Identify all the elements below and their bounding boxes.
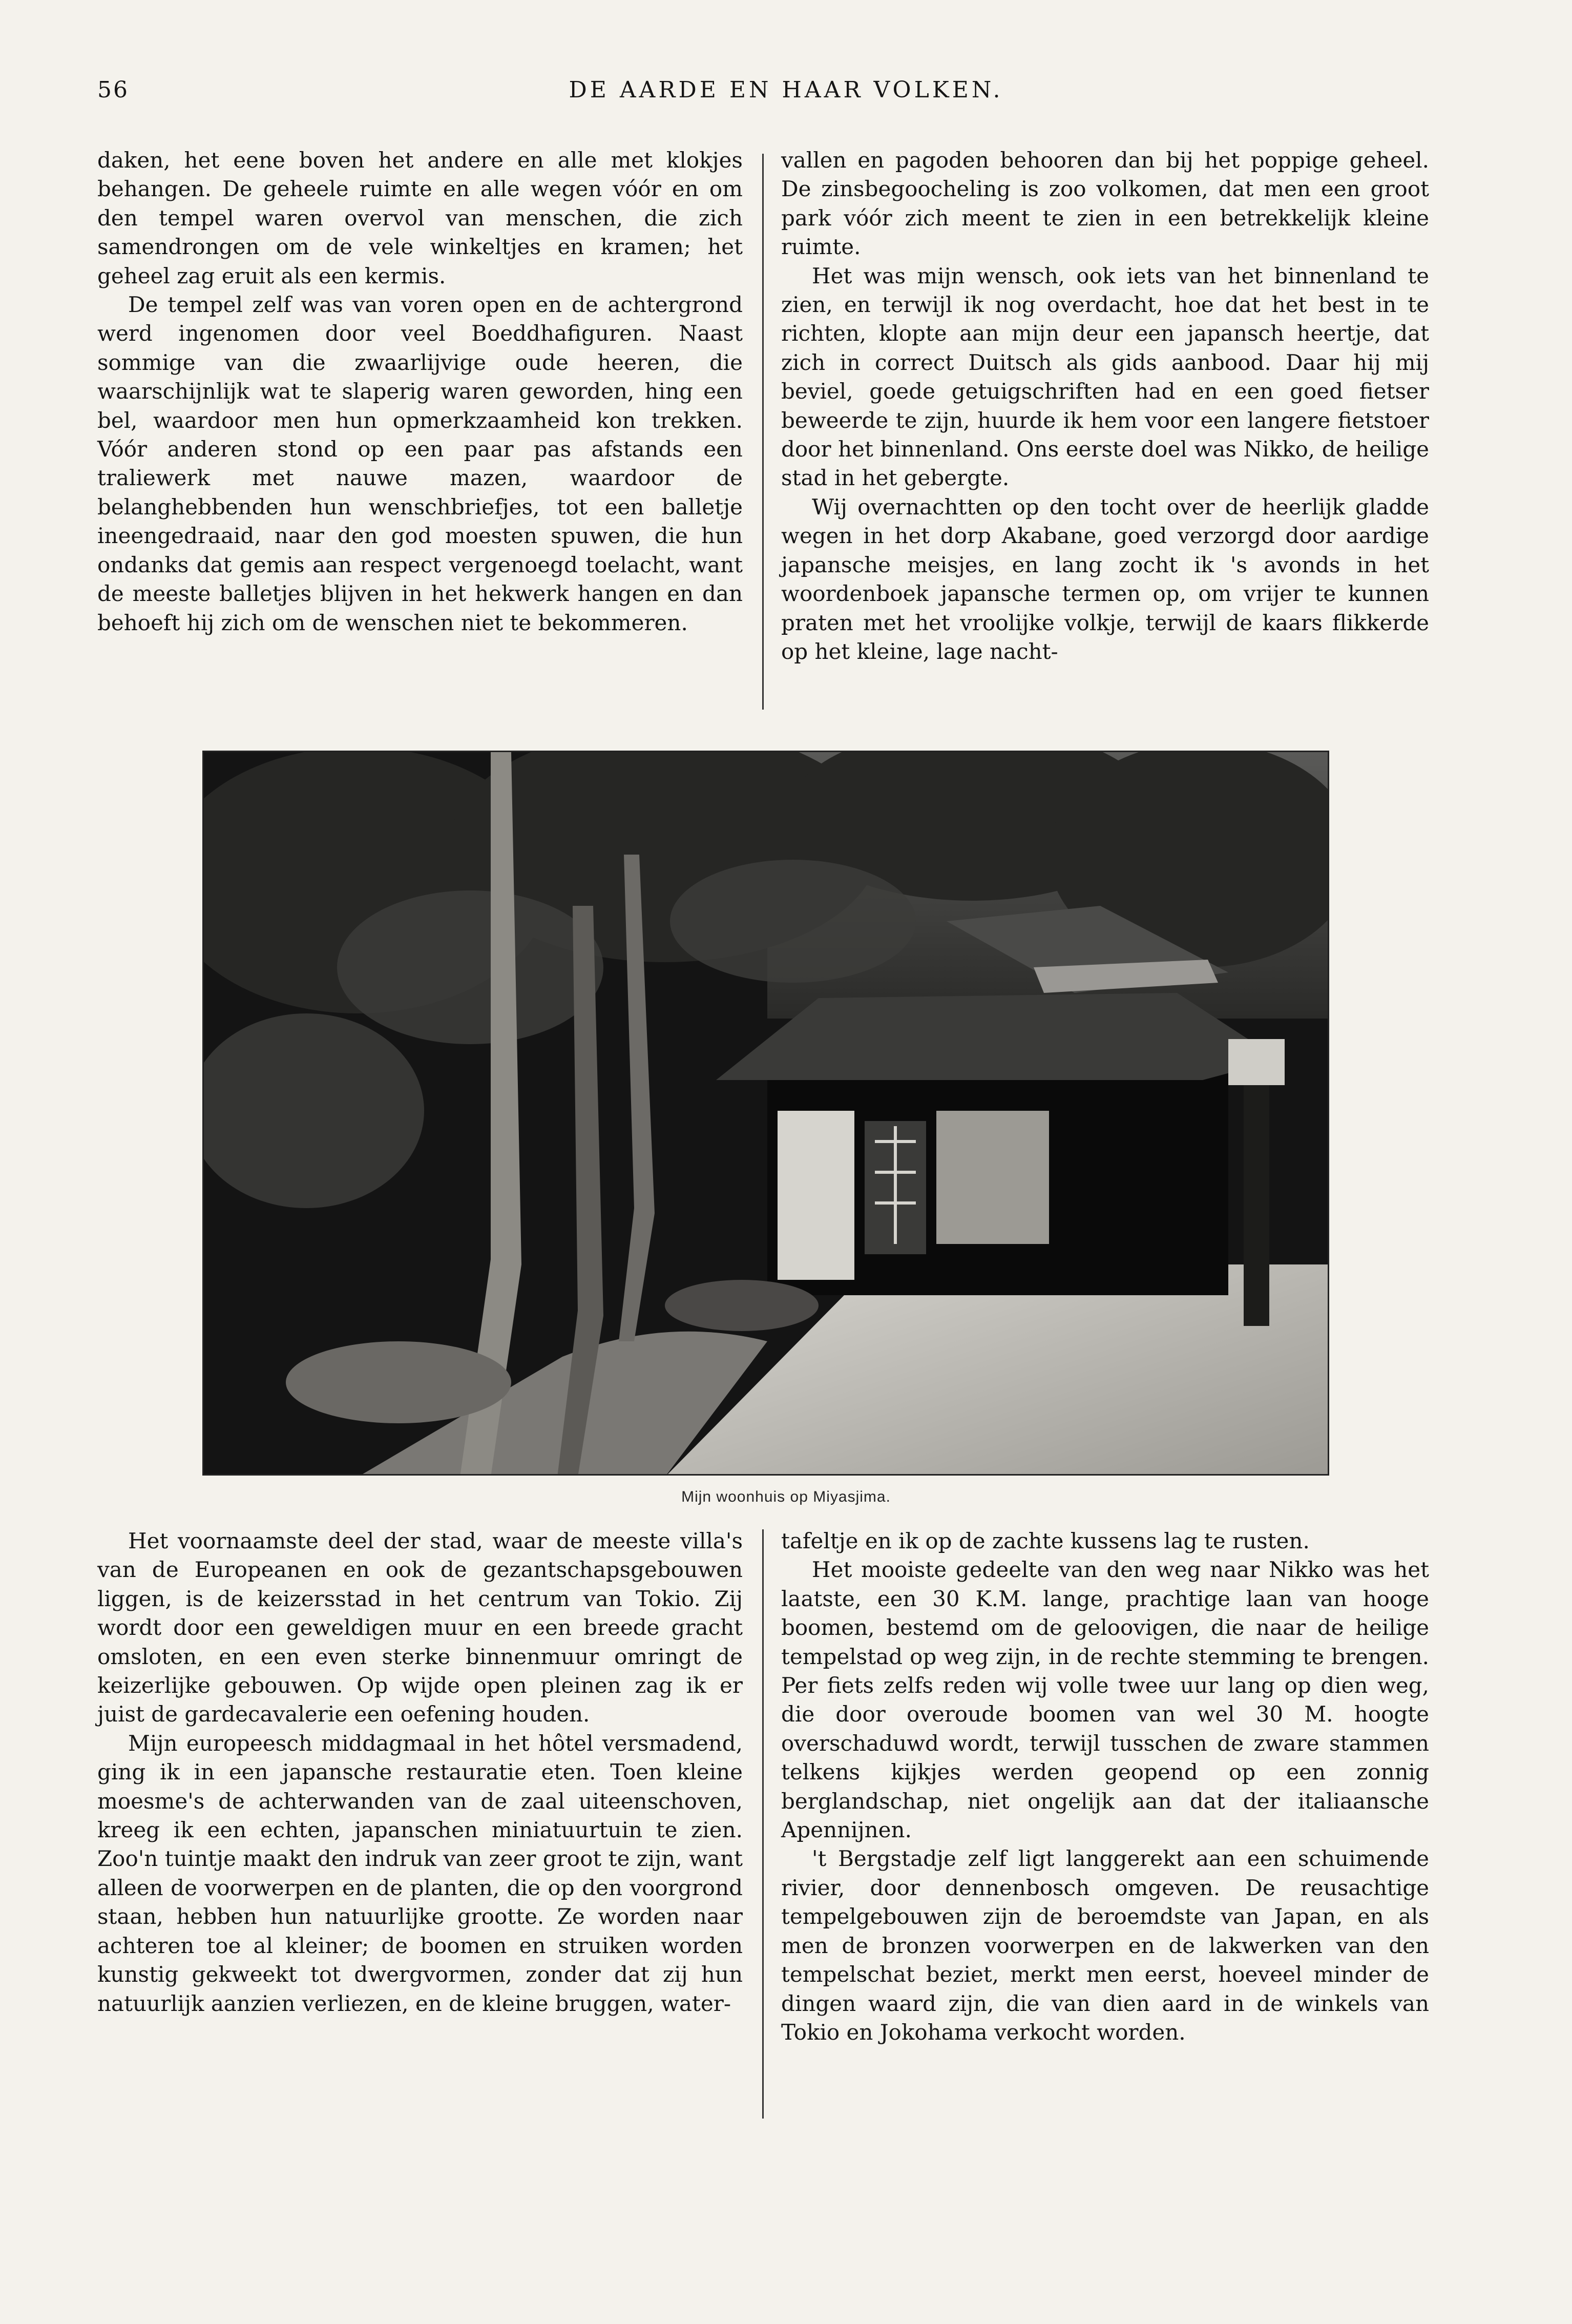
column-divider <box>762 154 764 710</box>
column-divider <box>762 1529 764 2119</box>
column-top-right <box>781 146 1429 730</box>
paragraph: 't Bergstadje zelf ligt langgerekt aan een schuimende rivier, door dennenbosch omgeven. De reusachtige tempelgebouwen zijn de beroemdste van Japan, en als men de bronzen voorwerpen en de lakwerken van den tempelschat beziet, merkt men eerst, hoeveel minder de dingen waard zijn, die van dien aard in de winkels van Tokio en Jokohama verkocht worden. <box>781 1846 1429 2045</box>
column-bottom-right <box>781 1527 1429 2121</box>
paragraph: Wij overnachtten op den tocht over de heerlijk gladde wegen in het dorp Akabane, goed verzorgd door aardige japansche meisjes, en lang zocht ik 's avonds in het woordenboek japansche termen op, om vrijer te kunnen praten met het vroolijke volkje, terwijl de kaars flikkerde op het kleine, lage nacht- <box>781 494 1429 664</box>
column-bottom-left <box>97 1527 743 2121</box>
paragraph: daken, het eene boven het andere en alle met klokjes behangen. De geheele ruimte en alle wegen vóór en om den tempel waren overvol van menschen, die zich samendrongen om de vele winkeltjes en kramen; het geheel zag eruit als een kermis. <box>97 148 743 288</box>
paragraph: De tempel zelf was van voren open en de achtergrond werd ingenomen door veel Boeddhafiguren. Naast sommige van die zwaarlijvige oude heeren, die waarschijnlijk wat te slaperig waren geworden, hing een bel, waardoor men hun opmerkzaamheid kon trekken. Vóór anderen stond op een paar pas afstands een traliewerk met nauwe mazen, waardoor de belanghebbenden hun wenschbriefjes, tot een balletje ineengedraaid, naar den god moesten spuwen, die hun ondanks dat gemis aan respect vergenoegd toelacht, want de meeste balletjes blijven in het hekwerk hangen en dan behoeft hij zich om de wenschen niet te bekommeren. <box>97 292 743 635</box>
paragraph: Mijn europeesch middagmaal in het hôtel versmadend, ging ik in een japansche restauratie eten. Toen kleine moesme's de achterwanden van de zaal uiteenschoven, kreeg ik een echten, japanschen miniatuurtuin te zien. Zoo'n tuintje maakt den indruk van zeer groot te zijn, want alleen de voorwerpen en de planten, die op den voorgrond staan, hebben hun natuurlijke grootte. Ze worden naar achteren toe al kleiner; de boomen en struiken worden kunstig gekweekt tot dwergvormen, zonder dat zij hun natuurlijk aanzien verliezen, en de kleine bruggen, water- <box>97 1730 743 2016</box>
paragraph: Het mooiste gedeelte van den weg naar Nikko was het laatste, een 30 K.M. lange, prachtige laan van hooge boomen, bestemd om de geloovigen, die naar de heilige tempelstad op weg zijn, in de rechte stemming te brengen. Per fiets zelfs reden wij volle twee uur lang op dien weg, die door overoude boomen van wel 30 M. hoogte overschaduwd wordt, terwijl tusschen de zware stammen telkens kijkjes werden geopend op een zonnig berglandschap, niet ongelijk aan dat der italiaansche Apennijnen. <box>781 1557 1429 1843</box>
page-number: 56 <box>97 77 129 103</box>
paragraph: tafeltje en ik op de zachte kussens lag te rusten. <box>781 1528 1310 1553</box>
page-header <box>0 77 1572 118</box>
house-photo-illustration <box>204 752 1329 1476</box>
paragraph: vallen en pagoden behooren dan bij het poppige geheel. De zinsbegoocheling is zoo volkomen, dat men een groot park vóór zich meent te zien in een betrekkelijk kleine ruimte. <box>781 148 1429 260</box>
paragraph: Het was mijn wensch, ook iets van het binnenland te zien, en terwijl ik nog overdacht, hoe dat het best in te richten, klopte aan mijn deur een japansch heertje, dat zich in correct Duitsch als gids aanbood. Daar hij mij beviel, goede getuigschriften had en een goed fietser beweerde te zijn, huurde ik hem voor een langere fietstoer door het binnenland. Ons eerste doel was Nikko, de heilige stad in het gebergte. <box>781 263 1429 491</box>
figure-caption: Mijn woonhuis op Miyasjima. <box>681 1488 891 1505</box>
photograph <box>202 751 1329 1476</box>
running-title: DE AARDE EN HAAR VOLKEN. <box>569 77 1003 103</box>
paragraph: Het voornaamste deel der stad, waar de meeste villa's van de Europeanen en ook de gezantschapsgebouwen liggen, is de keizersstad in het centrum van Tokio. Zij wordt door een geweldigen muur en een breede gracht omsloten, en een even sterke binnenmuur omringt de keizerlijke gebouwen. Op wijde open pleinen zag ik er juist de gardecavalerie een oefening houden. <box>97 1528 743 1727</box>
column-top-left <box>97 146 743 730</box>
